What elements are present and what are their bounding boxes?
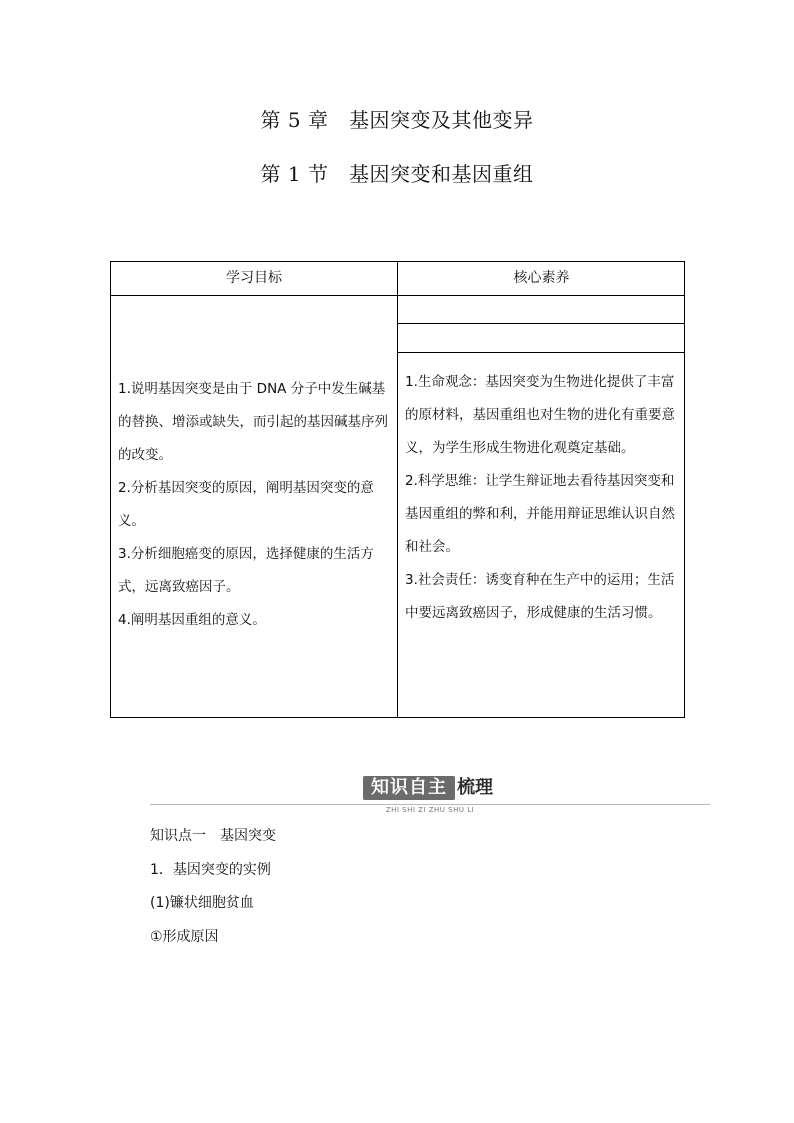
chapter-title: 第 5 章 基因突变及其他变异 [260, 108, 534, 132]
empty-row-divider [398, 323, 685, 324]
literacy-item: 1.生命观念：基因突变为生物进化提供了丰富的原材料，基因重组也对生物的进化有重要意义，为学生形成生物进化观奠定基础。 [405, 374, 675, 456]
objective-item: 3.分析细胞癌变的原因，选择健康的生活方式，远离致癌因子。 [118, 546, 374, 595]
literacy-item: 2.科学思维：让学生辩证地去看待基因突变和基因重组的弊和利，并能用辩证思维认识自然和社会。 [405, 473, 675, 555]
banner-main-text: 知识自主 [371, 777, 447, 798]
literacy-item: 3.社会责任：诱变育种在生产中的运用；生活中要远离致癌因子，形成健康的生活习惯。 [405, 572, 675, 621]
objectives-table [110, 261, 685, 718]
core-literacy-cell [405, 366, 681, 630]
learning-objectives-cell [118, 373, 392, 637]
section-banner [150, 770, 710, 814]
column-divider [397, 262, 398, 717]
column-header-learning-objectives: 学习目标 [226, 270, 282, 286]
empty-row-divider [398, 352, 685, 353]
subheading: ①形成原因 [150, 929, 219, 945]
objective-item: 2.分析基因突变的原因，阐明基因突变的意义。 [118, 480, 374, 529]
column-header-core-literacy: 核心素养 [513, 270, 570, 286]
subheading: (1)镰状细胞贫血 [150, 895, 254, 911]
objective-item: 4.阐明基因重组的意义。 [118, 612, 266, 628]
banner-tail-text: 梳理 [457, 777, 493, 798]
knowledge-point-heading: 知识点一 基因突变 [150, 828, 276, 844]
section-title: 第 1 节 基因突变和基因重组 [260, 162, 534, 186]
header-divider [111, 295, 684, 296]
subheading: 1．基因突变的实例 [150, 862, 271, 878]
banner-pinyin: ZHI SHI ZI ZHU SHU LI [385, 806, 475, 814]
banner-rule [150, 804, 710, 805]
objective-item: 1.说明基因突变是由于 DNA 分子中发生碱基的替换、增添或缺失，而引起的基因碱基序列的改变。 [118, 381, 388, 463]
